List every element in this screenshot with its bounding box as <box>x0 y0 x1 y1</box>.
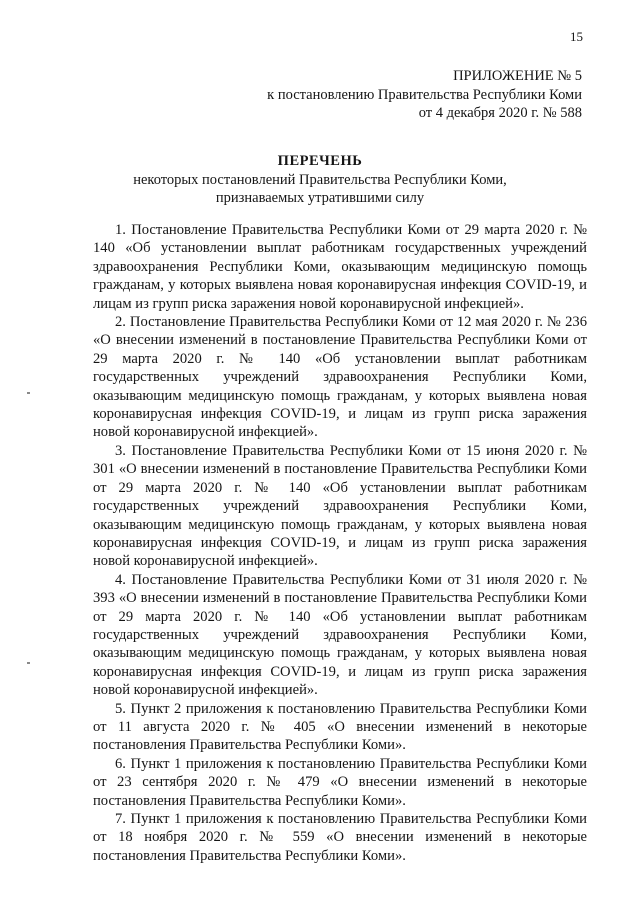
list-item: 5. Пункт 2 приложения к постановлению Правительства Республики Коми от 11 августа 2020 г. № 405 «О внесении изменений в некоторые постановления Правительства Республики Коми». <box>93 700 587 754</box>
list-item: 7. Пункт 1 приложения к постановлению Правительства Республики Коми от 18 ноября 2020 г. № 559 «О внесении изменений в некоторые постановления Правительства Республики Коми». <box>93 811 587 864</box>
appendix-header <box>267 67 582 123</box>
title-subtitle-line-1: некоторых постановлений Правительства Республики Коми, <box>133 171 507 188</box>
list-item: 1. Постановление Правительства Республики Коми от 29 марта 2020 г. № 140 «Об установлении выплат работникам государственных учреждений здравоохранения Республики Коми, оказывающим медицинскую помощь гражданам, у которых выявлена новая коронавирусная инфекция COVID-19, и лицам из групп риска заражения новой коронавирусной инфекцией». <box>93 222 587 312</box>
page-number: 15 <box>570 29 583 44</box>
appendix-reference: к постановлению Правительства Республики Коми <box>267 86 582 103</box>
list-item: 3. Постановление Правительства Республики Коми от 15 июня 2020 г. № 301 «О внесении изменений в постановление Правительства Республики Коми от 29 марта 2020 г. № 140 «Об установлении выплат работникам государственных учреждений здравоохранения Республики Коми, оказывающим медицинскую помощь гражданам, у которых выявлена новая коронавирусная инфекция COVID-19, и лицам из групп риска заражения новой коронавирусной инфекцией». <box>93 442 587 570</box>
appendix-title: ПРИЛОЖЕНИЕ № 5 <box>453 68 582 84</box>
list-item: 4. Постановление Правительства Республики Коми от 31 июля 2020 г. № 393 «О внесении изменений в постановление Правительства Республики Коми от 29 марта 2020 г. № 140 «Об установлении выплат работникам государственных учреждений здравоохранения Республики Коми, оказывающим медицинскую помощь гражданам, у которых выявлена новая коронавирусная инфекция COVID-19, и лицам из групп риска заражения новой коронавирусной инфекцией». <box>93 571 587 699</box>
scan-margin-mark <box>27 662 30 664</box>
title-subtitle-line-2: признаваемых утратившими силу <box>215 190 425 206</box>
appendix-date: от 4 декабря 2020 г. № 588 <box>418 105 582 121</box>
decree-list <box>93 221 587 865</box>
title-heading: ПЕРЕЧЕНЬ <box>277 153 363 169</box>
scan-margin-mark <box>27 392 30 394</box>
list-item: 6. Пункт 1 приложения к постановлению Правительства Республики Коми от 23 сентября 2020 г. № 479 «О внесении изменений в некоторые постановления Правительства Республики Коми». <box>93 755 587 809</box>
list-item: 2. Постановление Правительства Республики Коми от 12 мая 2020 г. № 236 «О внесении изменений в постановление Правительства Республики Коми от 29 марта 2020 г. № 140 «Об установлении выплат работникам государственных учреждений здравоохранения Республики Коми, оказывающим медицинскую помощь гражданам, у которых выявлена новая коронавирусная инфекция COVID-19, и лицам из групп риска заражения новой коронавирусной инфекцией». <box>93 314 587 441</box>
document-title <box>0 152 640 208</box>
